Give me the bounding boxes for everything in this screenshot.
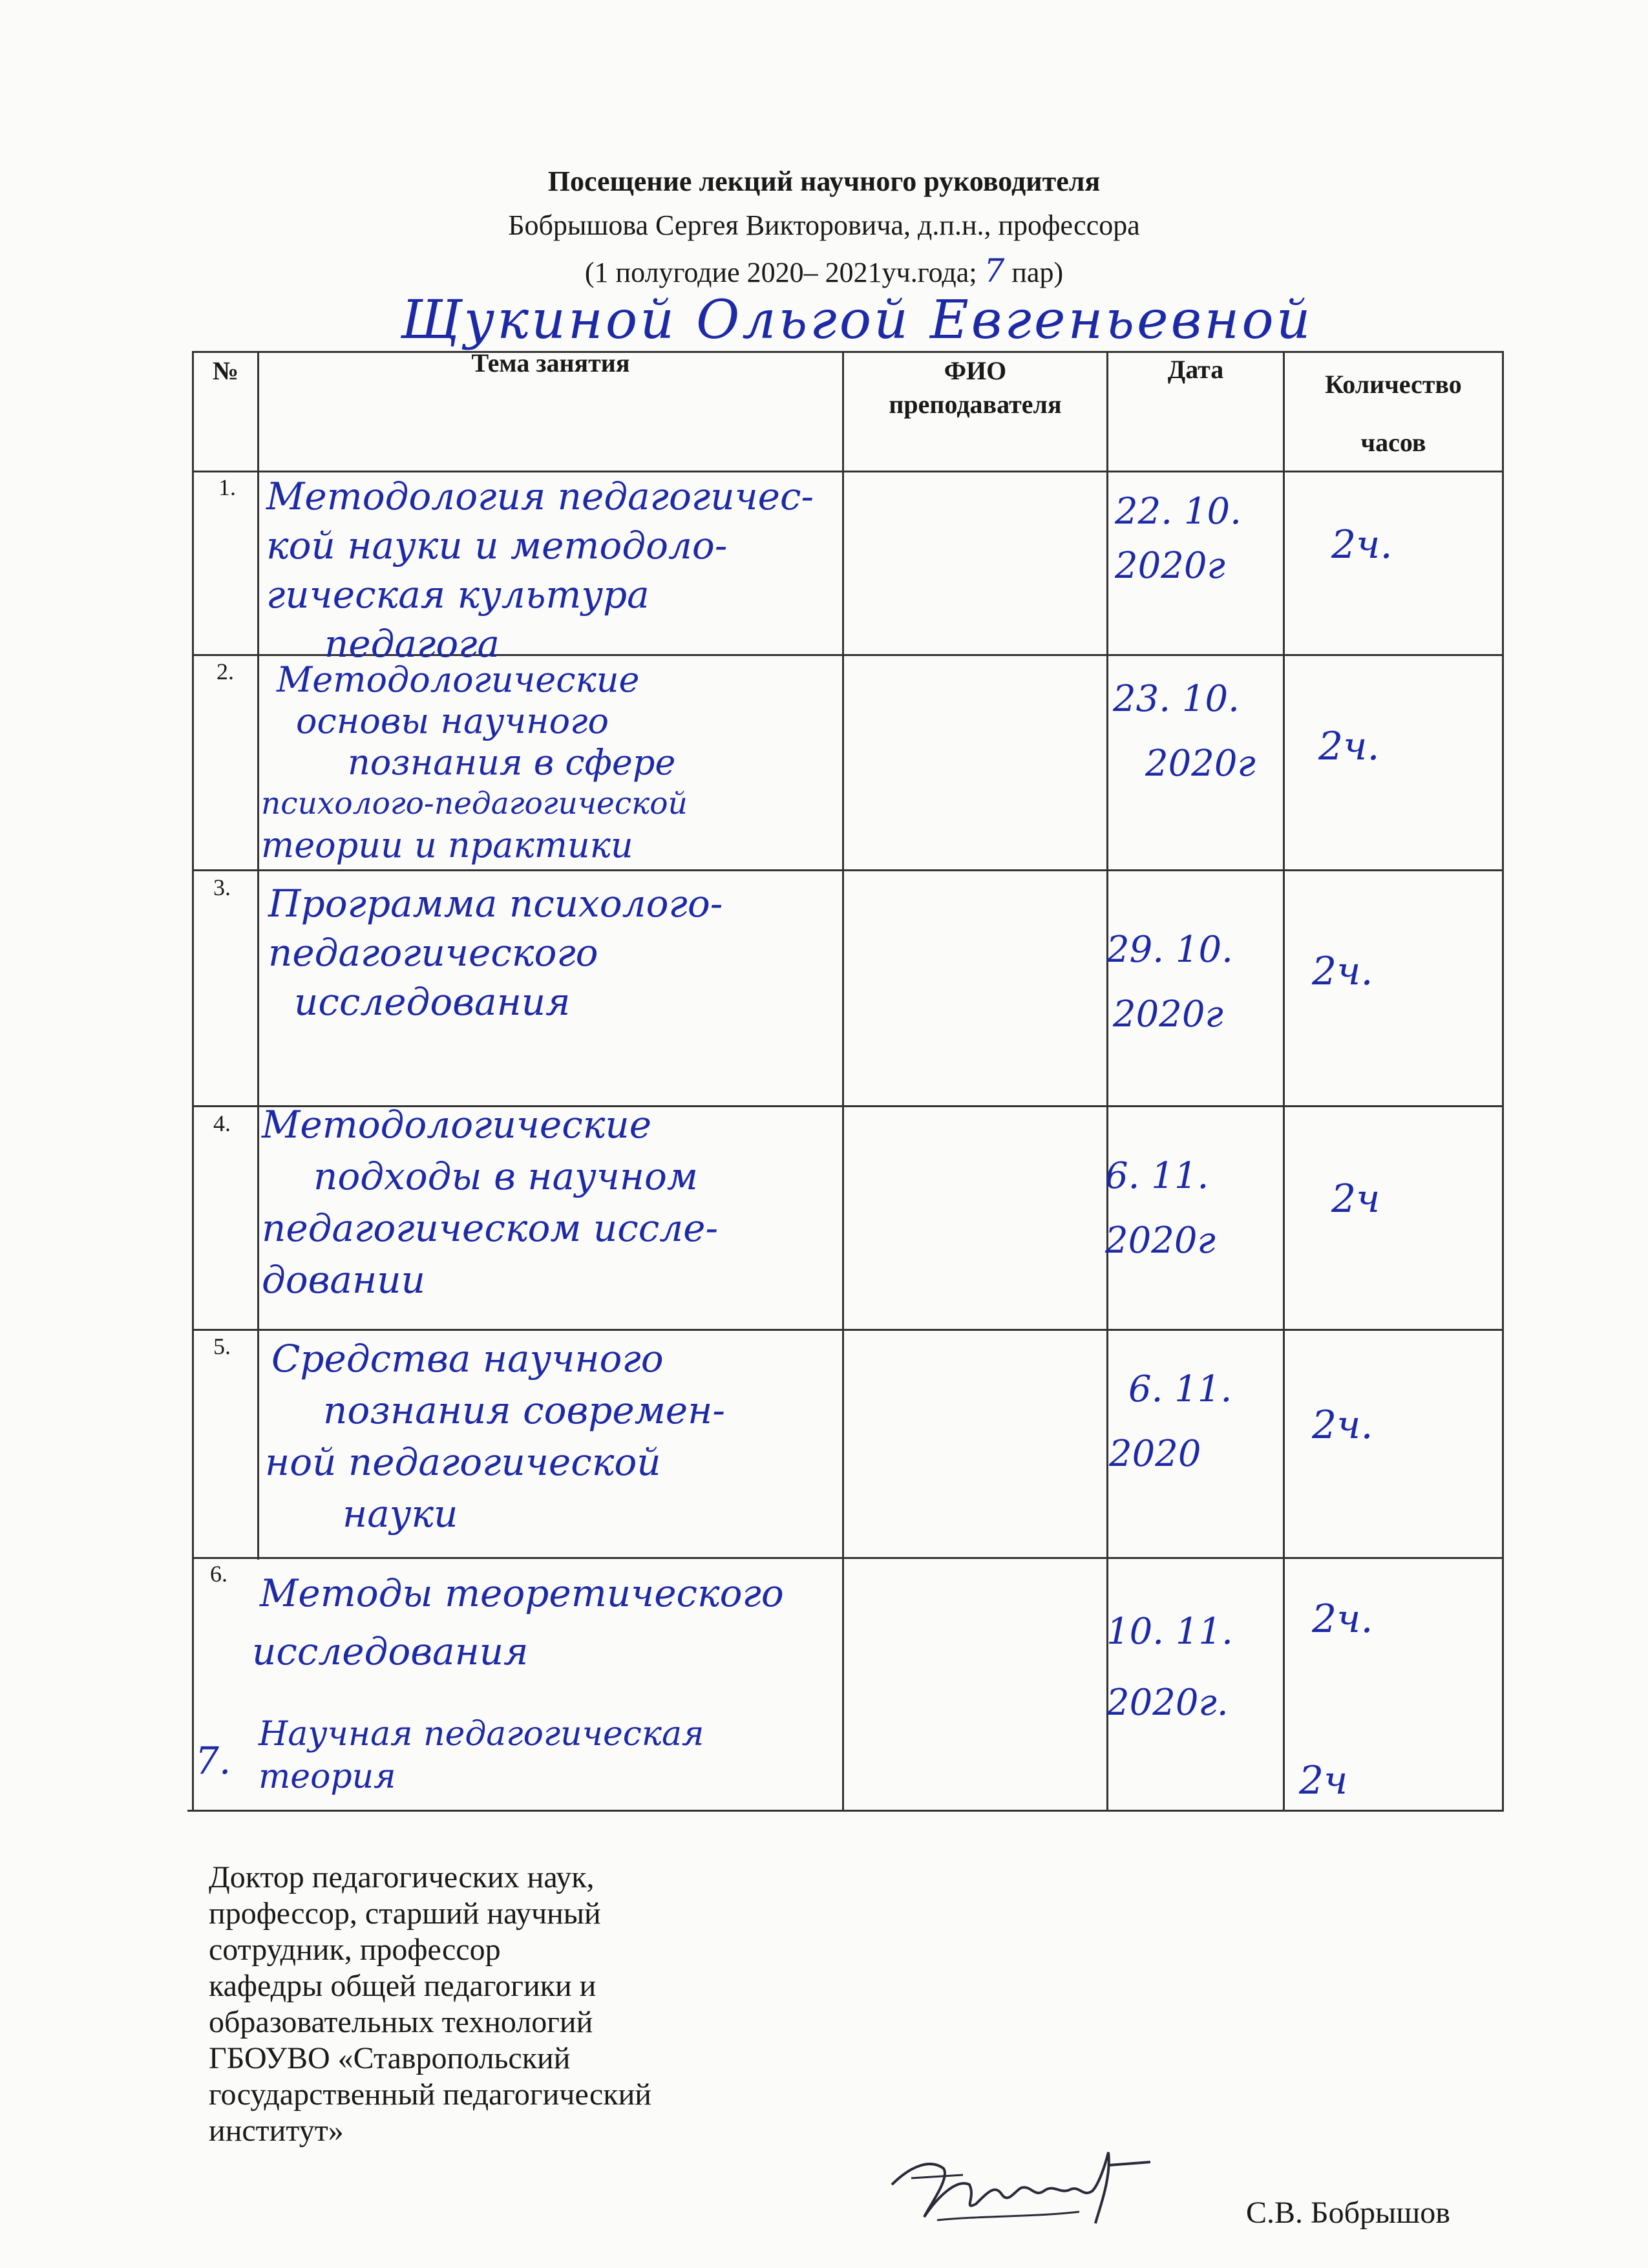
table-rule: [192, 1329, 1504, 1331]
row-number: 7.: [195, 1739, 231, 1783]
row-date: 6. 11. 2020: [1109, 1368, 1232, 1475]
row-date: 22. 10. 2020г: [1115, 491, 1241, 587]
row-date: 10. 11. 2020г.: [1106, 1611, 1233, 1724]
row-topic: Научная педагогическая теория: [259, 1715, 704, 1796]
row-number: 2.: [217, 659, 234, 684]
row-number: 3.: [213, 874, 231, 900]
table-border: [842, 351, 844, 1812]
signatory-credentials: Доктор педагогических наук, профессор, старший научный сотрудник, профессор кафедры общей педагогики и образовательных технологий ГБОУВО «Ставропольский государственный педагогический институт»: [209, 1860, 651, 2148]
row-number: 4.: [213, 1110, 231, 1136]
row-date: 6. 11. 2020г: [1105, 1155, 1216, 1262]
table-border: [1283, 351, 1285, 1812]
row-hours: 2ч.: [1312, 949, 1373, 994]
document-title: Посещение лекций научного руководителя: [547, 165, 1101, 197]
row-number: 6.: [210, 1561, 227, 1587]
row-topic: Методологические основы научного познания в сфере психолого-педагогической теории и практики: [261, 659, 688, 865]
row-topic: Методы теоретического исследования: [252, 1571, 784, 1673]
period-number: 7: [984, 252, 1005, 290]
col-header-num: №: [212, 356, 239, 385]
row-hours: 2ч.: [1312, 1596, 1373, 1642]
period-prefix: (1 полугодие 2020– 2021уч.года;: [584, 257, 984, 288]
col-header-hours: Количество часов: [1325, 370, 1462, 457]
row-hours: 2ч.: [1318, 724, 1380, 769]
table-rule: [192, 1557, 1504, 1559]
row-hours: 2ч: [1299, 1758, 1348, 1803]
period-suffix: пар): [1004, 257, 1064, 288]
row-topic: Программа психолого- педагогического исследования: [268, 882, 723, 1024]
signatory-name: С.В. Бобрышов: [1246, 2196, 1450, 2230]
table-rule: [192, 869, 1504, 871]
row-date: 29. 10. 2020г: [1106, 929, 1233, 1035]
row-hours: 2ч.: [1312, 1403, 1373, 1448]
table-rule: [187, 1810, 1504, 1812]
row-topic: Средства научного познания современ- ной педагогической науки: [265, 1337, 725, 1536]
col-header-topic: Тема занятия: [471, 348, 630, 377]
row-topic: Методология педагогичес- кой науки и методоло- гическая культура педагога: [266, 474, 814, 666]
row-hours: 2ч.: [1331, 522, 1393, 567]
table-border: [192, 351, 194, 1812]
row-number: 5.: [213, 1333, 231, 1359]
table-border: [1106, 351, 1108, 1812]
row-topic: Методологические подходы в научном педагогическом иссле- довании: [262, 1103, 719, 1302]
period-line: [0, 254, 1648, 290]
signature-icon: [885, 2139, 1157, 2236]
supervisor-line: Бобрышова Сергея Викторовича, д.п.н., профессора: [508, 209, 1140, 241]
table-border: [257, 351, 259, 1560]
signature: [885, 2139, 1157, 2236]
col-header-teacher: ФИО преподавателя: [889, 356, 1062, 419]
table-border: [1502, 351, 1504, 1812]
student-name: Щукиной Ольгой Евгеньевной: [401, 290, 1313, 351]
row-date: 23. 10. 2020г: [1113, 678, 1256, 785]
col-header-date: Дата: [1167, 355, 1224, 384]
row-number: 1.: [218, 474, 236, 500]
row-hours: 2ч: [1331, 1176, 1380, 1222]
